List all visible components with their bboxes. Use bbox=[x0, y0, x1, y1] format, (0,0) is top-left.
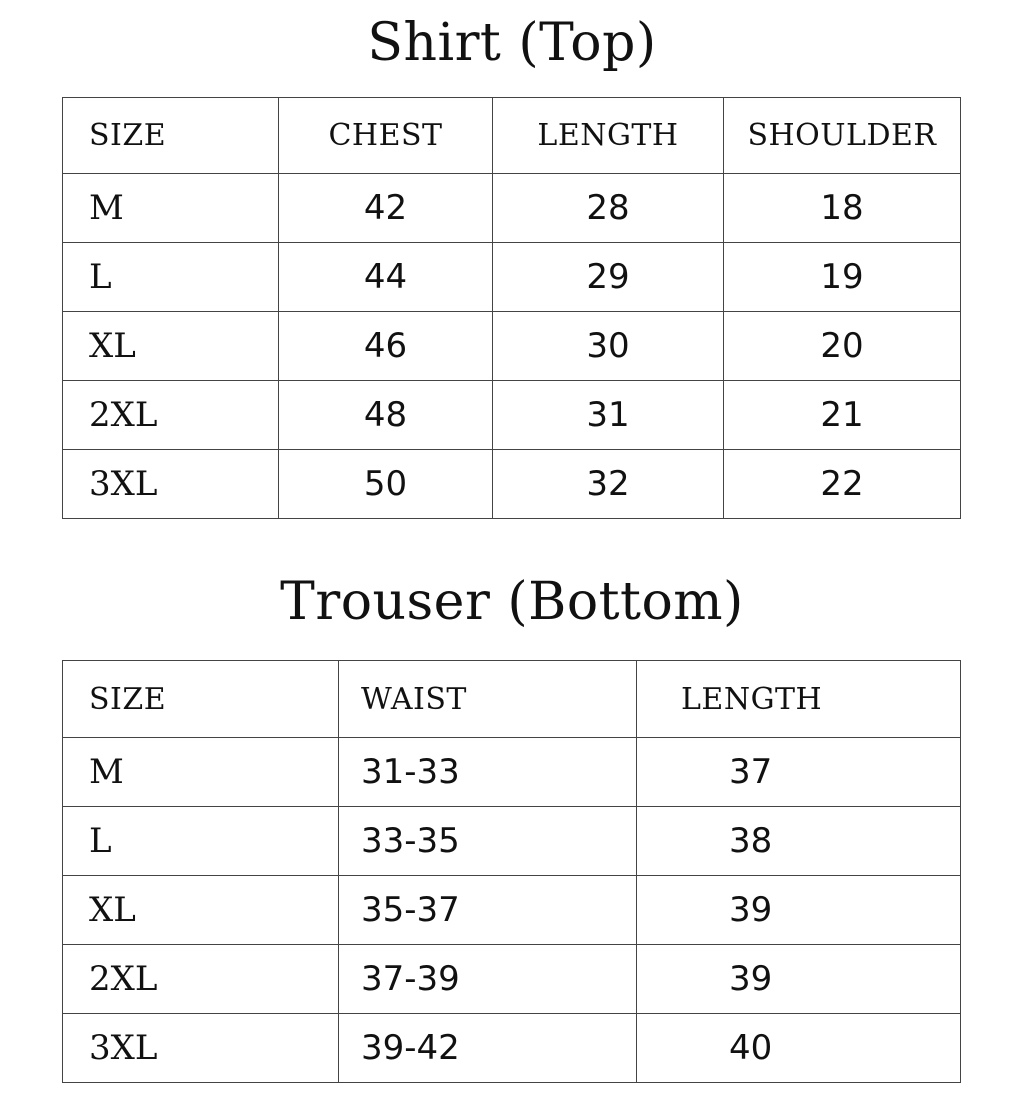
cell-chest: 44 bbox=[279, 243, 493, 312]
cell-shoulder: 22 bbox=[724, 450, 961, 519]
cell-size: L bbox=[63, 243, 279, 312]
table-row bbox=[63, 243, 961, 312]
table-row bbox=[63, 450, 961, 519]
cell-shoulder: 19 bbox=[724, 243, 961, 312]
column-header-shoulder: SHOULDER bbox=[724, 98, 961, 174]
cell-size: 3XL bbox=[63, 1014, 339, 1083]
cell-waist: 31-33 bbox=[339, 738, 637, 807]
cell-size: XL bbox=[63, 312, 279, 381]
column-header-size: SIZE bbox=[63, 661, 339, 738]
shirt-table-title: Shirt (Top) bbox=[367, 13, 657, 73]
table-row bbox=[63, 945, 961, 1014]
cell-size: L bbox=[63, 807, 339, 876]
cell-waist: 37-39 bbox=[339, 945, 637, 1014]
table-row bbox=[63, 876, 961, 945]
cell-chest: 48 bbox=[279, 381, 493, 450]
cell-length: 28 bbox=[493, 174, 724, 243]
cell-length: 37 bbox=[637, 738, 961, 807]
trouser-table-title: Trouser (Bottom) bbox=[280, 572, 744, 632]
table-row bbox=[63, 1014, 961, 1083]
cell-size: M bbox=[63, 738, 339, 807]
cell-size: XL bbox=[63, 876, 339, 945]
cell-size: M bbox=[63, 174, 279, 243]
cell-waist: 35-37 bbox=[339, 876, 637, 945]
cell-length: 40 bbox=[637, 1014, 961, 1083]
cell-length: 29 bbox=[493, 243, 724, 312]
cell-length: 31 bbox=[493, 381, 724, 450]
table-row bbox=[63, 381, 961, 450]
cell-shoulder: 21 bbox=[724, 381, 961, 450]
table-row bbox=[63, 312, 961, 381]
column-header-length: LENGTH bbox=[637, 661, 961, 738]
column-header-length: LENGTH bbox=[493, 98, 724, 174]
cell-shoulder: 20 bbox=[724, 312, 961, 381]
cell-length: 39 bbox=[637, 945, 961, 1014]
cell-chest: 46 bbox=[279, 312, 493, 381]
cell-length: 39 bbox=[637, 876, 961, 945]
cell-chest: 42 bbox=[279, 174, 493, 243]
cell-size: 2XL bbox=[63, 945, 339, 1014]
cell-shoulder: 18 bbox=[724, 174, 961, 243]
column-header-waist: WAIST bbox=[339, 661, 637, 738]
column-header-size: SIZE bbox=[63, 98, 279, 174]
cell-length: 30 bbox=[493, 312, 724, 381]
column-header-chest: CHEST bbox=[279, 98, 493, 174]
table-header-row bbox=[63, 661, 961, 738]
table-row bbox=[63, 738, 961, 807]
cell-size: 3XL bbox=[63, 450, 279, 519]
cell-size: 2XL bbox=[63, 381, 279, 450]
table-header-row bbox=[63, 98, 961, 174]
table-row bbox=[63, 174, 961, 243]
cell-waist: 33-35 bbox=[339, 807, 637, 876]
trouser-size-table bbox=[62, 660, 961, 1083]
table-row bbox=[63, 807, 961, 876]
cell-chest: 50 bbox=[279, 450, 493, 519]
cell-length: 38 bbox=[637, 807, 961, 876]
cell-length: 32 bbox=[493, 450, 724, 519]
shirt-size-table bbox=[62, 97, 961, 519]
cell-waist: 39-42 bbox=[339, 1014, 637, 1083]
